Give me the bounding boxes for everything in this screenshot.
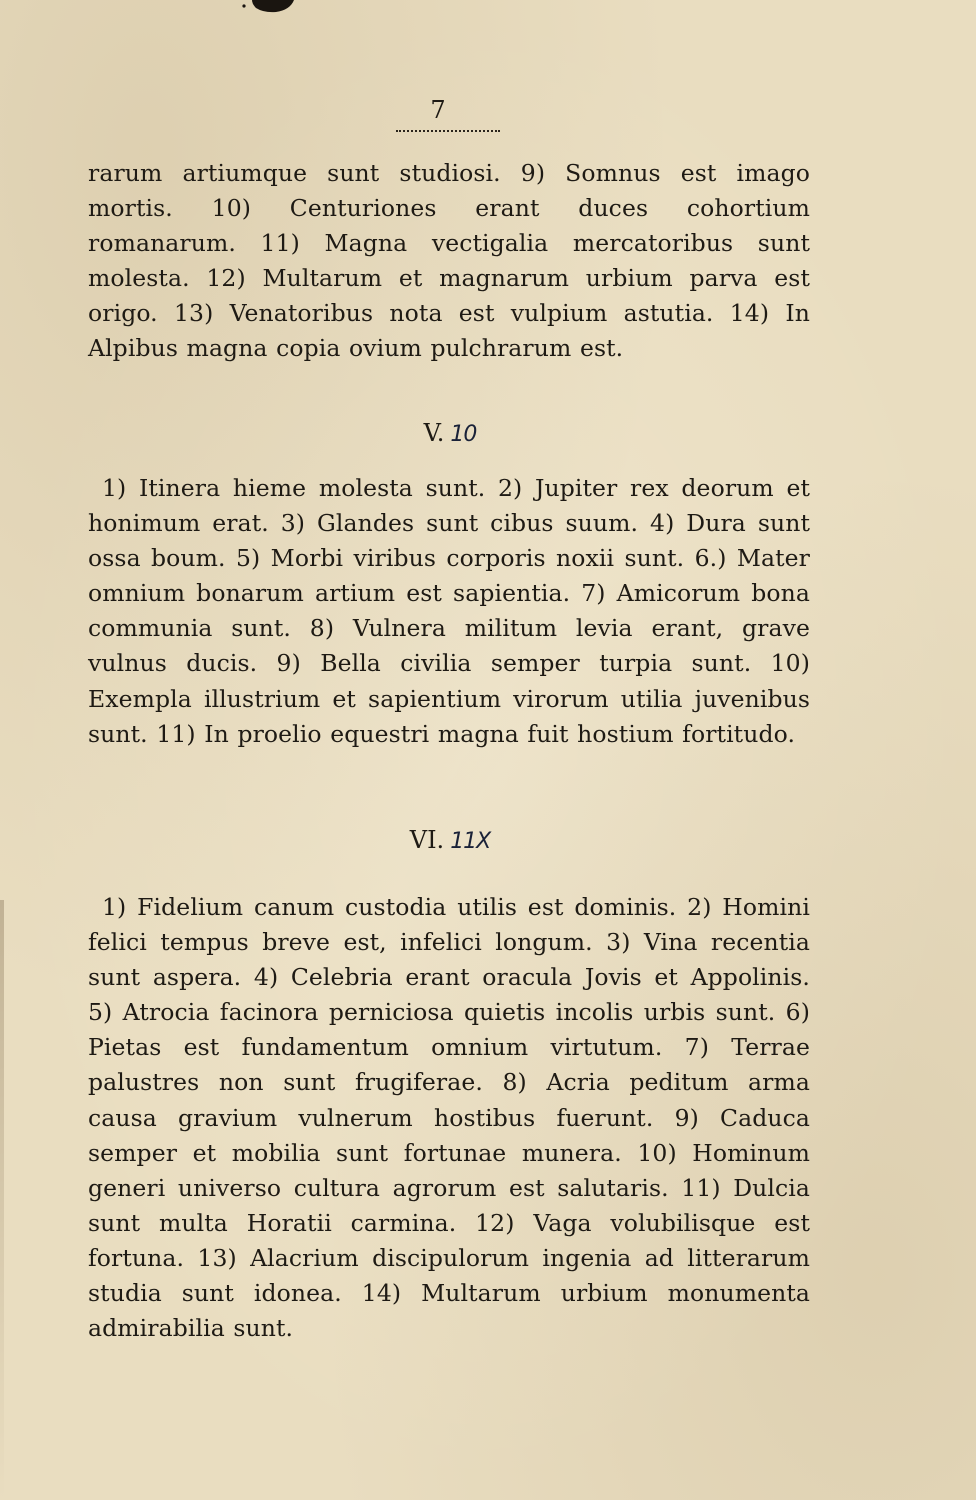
paragraph-section-vi: 1) Fidelium canum custodia utilis est dominis. 2) Homini felici tempus breve est, infelici longum. 3) Vina recentia sunt aspera. 4) Celebria erant oracula Jovis et Appolinis. 5) Atrocia facinora perniciosa quietis incolis urbis sunt. 6) Pietas est fundamentum omnium virtutum. 7) Terrae palustres non sunt frugiferae. 8) Acria peditum arma causa gravium vulnerum hostibus fuerunt. 9) Caduca semper et mobilia sunt fortunae munera. 10) Hominum generi universo cultura agrorum est salutaris. 11) Dulcia sunt multa Horatii carmina. 12) Vaga volubilisque est fortuna. 13) Alacrium discipulorum ingenia ad litterarum studia sunt idonea. 14) Multarum urbium monumenta admirabilia sunt.: [88, 893, 810, 1343]
paragraph-section-v: 1) Itinera hieme molesta sunt. 2) Jupiter rex deorum et honimum erat. 3) Glandes sunt cibus suum. 4) Dura sunt ossa boum. 5) Morbi viribus corporis noxii sunt. 6.) Mater omnium bonarum artium est sapientia. 7) Amicorum bona communia sunt. 8) Vulnera militum levia erant, grave vulnus ducis. 9) Bella civilia semper turpia sunt. 10) Exempla illustrium et sapientium virorum utilia juvenibus sunt. 11) In proelio equestri magna fuit hostium fortitudo.: [88, 474, 810, 748]
ink-blot-mark: [238, 0, 302, 16]
section-heading-vi: [0, 825, 900, 857]
section-heading-v: [0, 418, 900, 450]
section-heading-vi-label: VI.: [409, 826, 445, 854]
handwritten-note-vi: 11X: [450, 829, 491, 854]
handwritten-note-v: 10: [450, 422, 477, 447]
page-edge-shadow: [0, 900, 4, 1500]
page-number: 7: [430, 96, 446, 124]
paragraph-continuation: rarum artiumque sunt studiosi. 9) Somnus est imago mortis. 10) Centuriones erant duces cohortium romanarum. 11) Magna vectigalia mercatoribus sunt molesta. 12) Multarum et magnarum urbium parva est origo. 13) Venatoribus nota est vulpium astutia. 14) In Alpibus magna copia ovium pulchrarum est.: [88, 159, 810, 363]
page-number-rule: [396, 130, 500, 132]
section-heading-v-label: V.: [423, 419, 445, 447]
